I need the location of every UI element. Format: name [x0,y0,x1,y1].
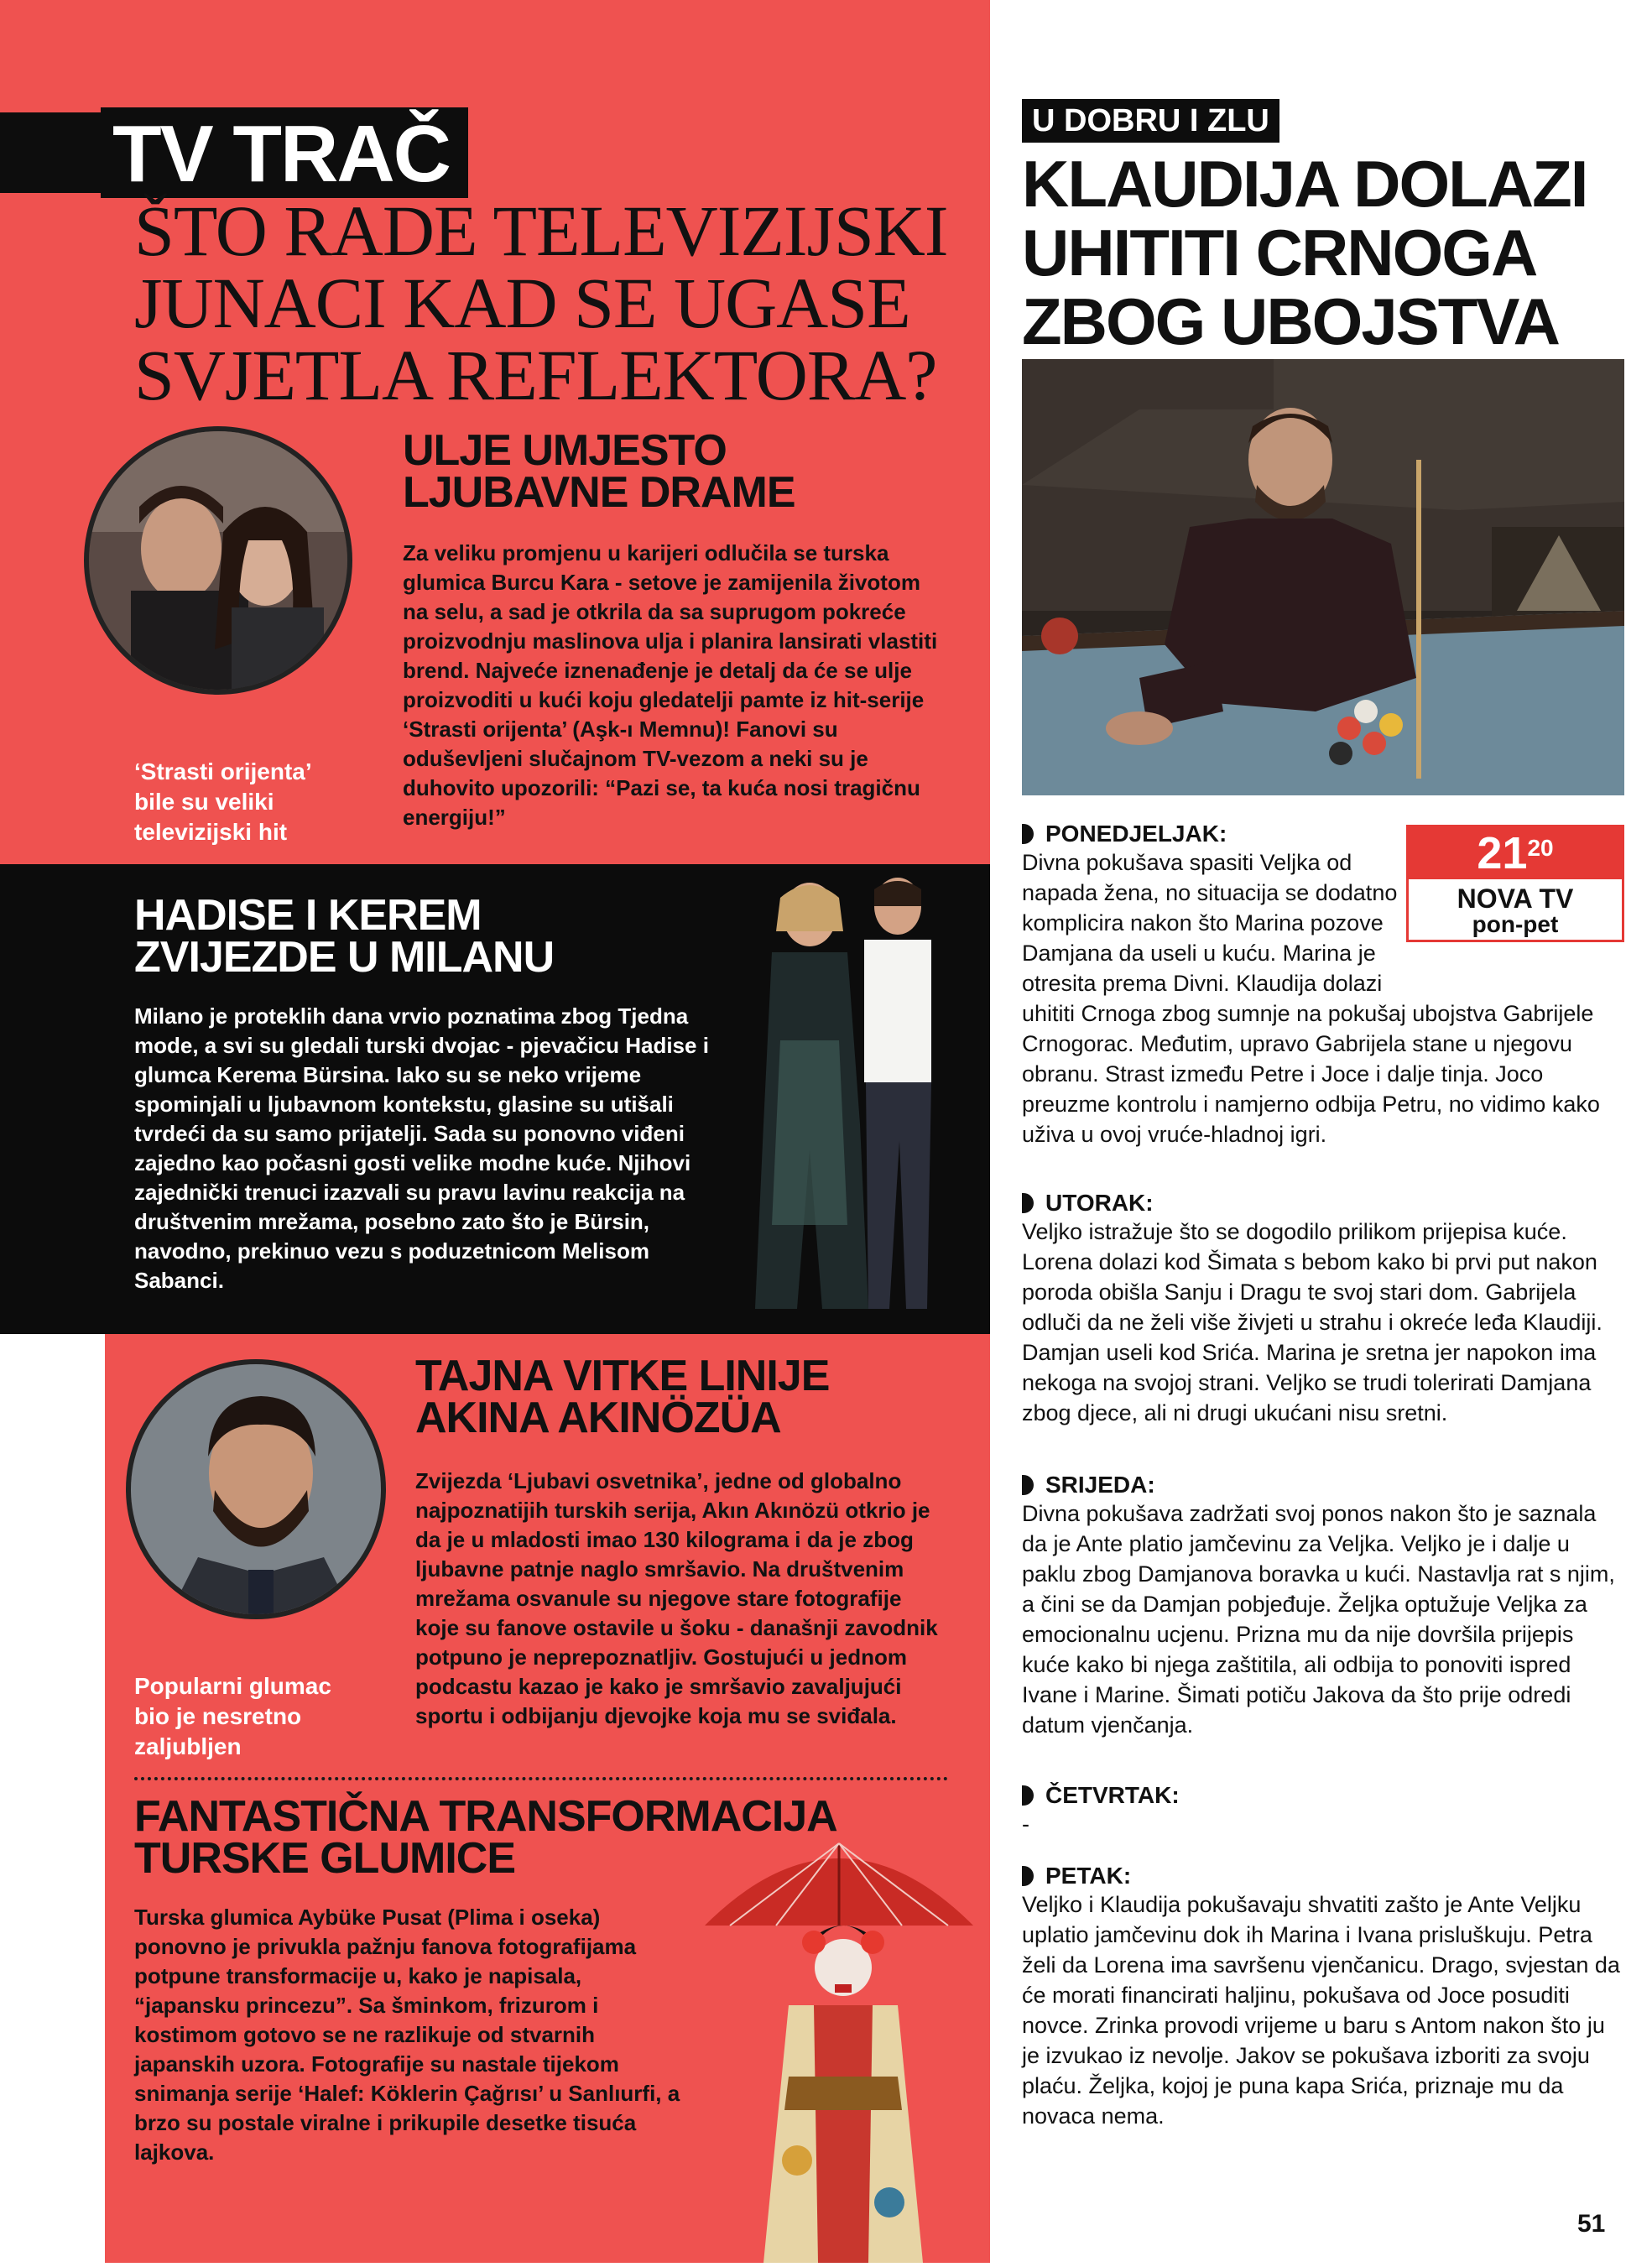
kicker-label: U DOBRU I ZLU [1022,99,1279,143]
bullet-icon [1022,1866,1034,1886]
page-number: 51 [1577,2210,1606,2238]
story1-caption: ‘Strasti orijenta’ bile su veliki televizijski hit [134,758,311,845]
headline-line: JUNACI KAD SE UGASE [134,263,910,343]
billiards-photo [1022,359,1624,795]
story1-body: Za veliku promjenu u karijeri odlučila se turska glumica Burcu Kara - setove je zamijenila životom na selu, a sad je otkrila da sa suprugom pokreće proizvodnju maslinova ulja i planira lansirati vlastiti brend. Najveće iznenađenje je detalj da će se ulje proizvoditi u kući koju gledatelji pamte iz hit-serije ‘Strasti orijenta’ (Aşk-ı Memnu)! Fanovi su oduševljeni slučajnom TV-vezom a neki su je duhovito upozorili: “Pazi se, ta kuća nosi tragičnu energiju!” [403,540,938,830]
story3-body: Zvijezda ‘Ljubavi osvetnika’, jedne od globalno najpoznatijih turskih serija, Akın Akınözü otkrio je da je u mladosti imao 130 kilograma i da je zbog ljubavne patnje naglo smršavio. Na društvenim mrežama osvanule su njegove stare fotografije koje su fanove ostavile u šoku - današnji zavodnik potpuno je neprepoznatljiv. Gostujući u jednom podcastu kazao je kako je smršavio zavaljujući sportu i odbijanju djevojke koja mu se sviđala. [415,1468,938,1728]
story3-caption: Popularni glumac bio je nesretno zaljubljen [134,1673,331,1759]
story2-body: Milano je proteklih dana vrvio poznatima zbog Tjedna mode, a svi su gledali turski dvojac - pjevačicu Hadise i glumca Kerema Bürsina. Iako su se neko vrijeme spominjali u ljubavnom kontekstu, glasine su utišali tvrdeći da su samo prijatelji. Sada su ponovno viđeni zajedno kao počasni gosti velike modne kuće. Njihovi zajednički trenuci izazvali su pravu lavinu reakcija na društvenim mrežama, posebno zato što je Bürsin, navodno, prekinuo vezu s poduzetnicom Melisom Sabanci. [134,1003,709,1293]
headline-line: ŠTO RADE TELEVIZIJSKI [134,190,948,271]
header-bar [0,112,105,193]
story1-title: ULJE UMJESTO LJUBAVNE DRAME [403,426,795,517]
couple-photo [84,426,352,695]
story2-title: HADISE I KEREM ZVIJEZDE U MILANU [134,891,555,982]
day-wednesday: SRIJEDA: Divna pokušava zadržati svoj ponos nakon što je saznala da je Ante platio jamčevinu za Veljka. Veljko je i dalje u paklu zbog Damjanova boravka u kući. Nastavlja rat s njim, a čini se da Damjan pobjeđuje. Željka optužuje Veljka za emocionalnu ucjenu. Prizna mu da nije dovršila prijepis kuće kako bi njega zaštitila, ali odbija to ponoviti ispred Ivane i Marine. Šimati potiču Jakova da što prije odredi datum vjenčanja. [1022,1472,1615,1738]
day-monday: PONEDJELJAK: Divna pokušava spasiti Veljka od napada žena, no situacija se dodatno komplicira nakon što Marina pozove Damjana da useli u kuću. Marina je otresita prema Divni. Klaudija dolazi uhititi Crnoga zbog sumnje na pokušaj ubojstva Gabrijele Crnogorac. Međutim, upravo Gabrijela stane u njegovu obranu. Strast između Petre i Joce i dalje tinja. Joco preuzme kontrolu i namjerno odbija Petru, no vidimo kako uživa u ovoj vruće-hladnoj igri. [1022,821,1600,1147]
bullet-icon [1022,1785,1034,1806]
bullet-icon [1022,1475,1034,1495]
channel-name: NOVA TV [1457,883,1574,914]
bullet-icon [1022,824,1034,844]
day-friday: PETAK: Veljko i Klaudija pokušavaju shvatiti zašto je Ante Veljku uplatio jamčevinu dok ih Marina i Ivana prisluškuju. Petra želi da Lorena ima savršenu vjenčanicu. Drago, svjestan da će morati financirati haljinu, pokušava od Joce posuditi novce. Zrinka provodi vrijeme u baru s Antom nakon što ju je izvukao iz nevolje. Jakov se pokušava izboriti za svoju plaću. Željka, kojoj je puna kapa Srića, priznaje mu da novaca nema. [1022,1863,1620,2129]
day-tuesday: UTORAK: Veljko istražuje što se dogodilo prilikom prijepisa kuće. Lorena dolazi kod Šimata s bebom kako bi prvi put nakon poroda obišla Sanju i Dragu te svoj stari dom. Gabrijela odluči da ne želi više živjeti u strahu i okreće leđa Klaudiji. Damjan useli kod Srića. Marina je sretna jer napokon ima nekoga na svojoj strani. Veljko se trudi tolerirati Damjana zbog djece, ali ni drugi ukućani nisu sretni. [1022,1190,1602,1425]
bullet-icon [1022,1193,1034,1213]
story4-body: Turska glumica Aybüke Pusat (Plima i oseka) ponovno je privukla pažnju fanova fotografijama potpune transformacije u, kako je napisala, “japansku princezu”. Sa šminkom, frizurom i kostimom gotovo se ne razlikuje od stvarnih japanskih uzora. Fotografije su nastale tijekom snimanja serije ‘Halef: Köklerin Çağrısı’ u Sanlıurfi, a brzo su postale viralne i prikupile desetke tisuća lajkova. [134,1905,680,2165]
page-headline [134,190,973,415]
actor-photo [126,1359,386,1619]
day-thursday: ČETVRTAK: - [1022,1782,1180,1837]
section-divider [134,1777,948,1780]
couple-fashion-photo [722,873,973,1326]
headline-line: SVJETLA REFLEKTORA? [134,335,937,415]
story3-title: TAJNA VITKE LINIJE AKINA AKINÖZÜA [415,1352,830,1442]
broadcast-time: $21^{20}$ [1409,827,1622,879]
right-headline: KLAUDIJA DOLAZI UHITITI CRNOGA ZBOG UBOJSTVA [1022,147,1587,358]
story4-title: FANTASTIČNA TRANSFORMACIJA TURSKE GLUMICE [134,1792,837,1883]
broadcast-days: pon-pet [1472,911,1559,937]
geisha-photo [696,1825,982,2263]
section-header: TV TRAČ [101,107,468,198]
